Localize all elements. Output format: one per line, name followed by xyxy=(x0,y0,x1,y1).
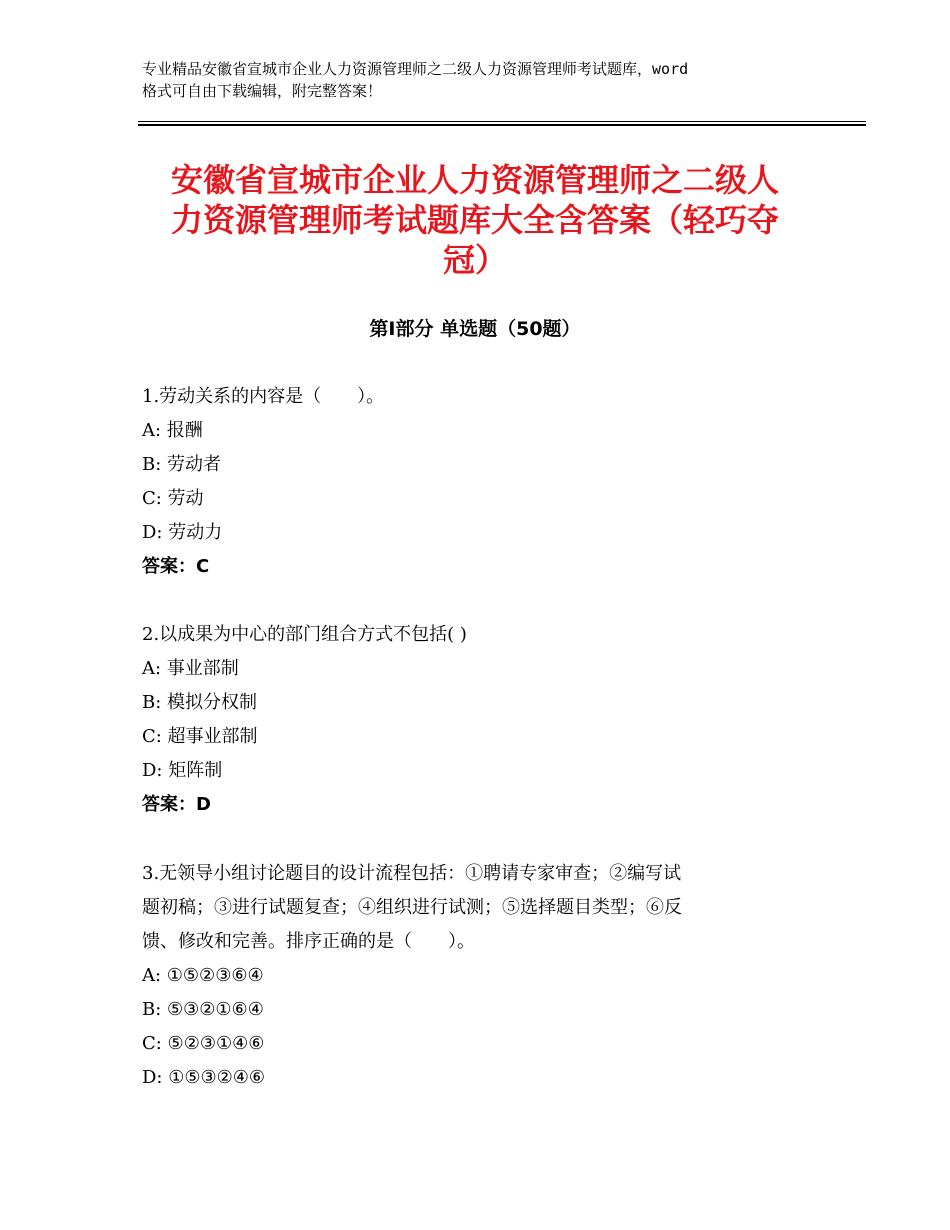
question-2-option-c: C: 超事业部制 xyxy=(142,726,258,747)
question-1-option-c: C: 劳动 xyxy=(142,488,204,509)
question-3-option-a: A: ①⑤②③⑥④ xyxy=(142,965,264,986)
title-line-2: 力资源管理师考试题库大全含答案（轻巧夺 xyxy=(170,201,779,239)
question-1-answer: 答案：C xyxy=(142,556,210,577)
section-title: 第Ⅰ部分 单选题（50题） xyxy=(369,318,581,340)
header-note-line-2: 格式可自由下载编辑，附完整答案！ xyxy=(142,82,383,100)
question-1-option-d: D: 劳动力 xyxy=(142,522,223,543)
question-2-option-b: B: 模拟分权制 xyxy=(142,692,258,713)
question-2-option-a: A: 事业部制 xyxy=(142,658,239,679)
question-3-option-b: B: ⑤③②①⑥④ xyxy=(142,999,264,1020)
question-3-stem-line-1: 3.无领导小组讨论题目的设计流程包括：①聘请专家审查；②编写试 xyxy=(142,863,682,884)
header-note xyxy=(142,58,832,102)
question-1-stem: 1.劳动关系的内容是（ ）。 xyxy=(142,386,385,407)
title-line-1: 安徽省宣城市企业人力资源管理师之二级人 xyxy=(170,161,779,199)
question-3-stem-line-3: 馈、修改和完善。排序正确的是（ ）。 xyxy=(142,931,475,952)
question-2-answer: 答案：D xyxy=(142,794,211,815)
header-note-line-1: 专业精品安徽省宣城市企业人力资源管理师之二级人力资源管理师考试题库，word xyxy=(142,60,689,78)
question-2-option-d: D: 矩阵制 xyxy=(142,760,223,781)
question-3 xyxy=(142,857,822,1095)
header-divider-top xyxy=(138,121,866,122)
question-2 xyxy=(142,618,822,822)
question-1-option-a: A: 报酬 xyxy=(142,420,203,441)
question-2-stem: 2.以成果为中心的部门组合方式不包括( ) xyxy=(142,624,467,645)
title-line-3: 冠） xyxy=(442,241,507,279)
header-divider-bottom xyxy=(138,124,866,126)
question-1 xyxy=(142,380,822,584)
question-3-option-d: D: ①⑤③②④⑥ xyxy=(142,1067,266,1088)
question-1-option-b: B: 劳动者 xyxy=(142,454,222,475)
question-3-option-c: C: ⑤②③①④⑥ xyxy=(142,1033,265,1054)
document-title xyxy=(120,160,830,280)
question-3-stem-line-2: 题初稿；③进行试题复查；④组织进行试测；⑤选择题目类型；⑥反 xyxy=(142,897,682,918)
